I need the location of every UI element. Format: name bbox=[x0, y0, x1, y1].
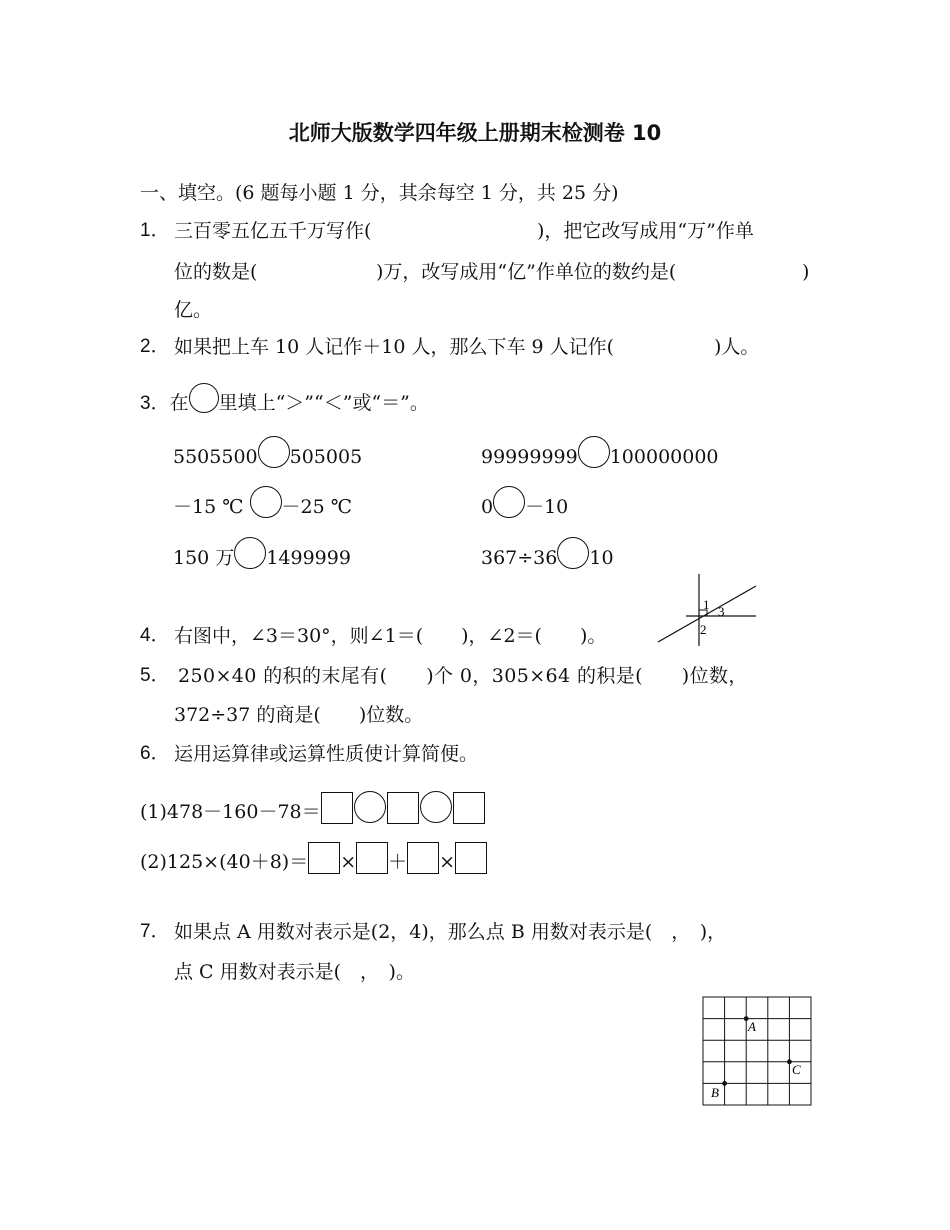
compare-left: 0 bbox=[481, 496, 494, 518]
compare-left: 5505500 bbox=[173, 446, 258, 468]
answer-circle[interactable] bbox=[557, 537, 589, 569]
angle-label-1: 1 bbox=[703, 597, 710, 612]
compare-row bbox=[481, 436, 719, 469]
answer-circle[interactable] bbox=[258, 436, 290, 468]
question-number-4: 4． bbox=[140, 625, 170, 646]
q3-text-a: 在 bbox=[169, 392, 189, 414]
compare-row bbox=[481, 537, 614, 570]
comparison-circle-icon bbox=[189, 383, 219, 413]
operator-symbol: ＋ bbox=[388, 851, 408, 873]
section-heading: 一、填空。(6 题每小题 1 分，其余每空 1 分，共 25 分) bbox=[140, 182, 619, 204]
question-number-7: 7． bbox=[140, 921, 170, 942]
q5-line2: 372÷37 的商是( )位数。 bbox=[174, 704, 424, 726]
answer-box[interactable] bbox=[387, 792, 419, 824]
page-title: 北师大版数学四年级上册期末检测卷 10 bbox=[288, 121, 662, 145]
equation-label: (1)478－160－78＝ bbox=[140, 801, 321, 823]
q1-line2-c: ) bbox=[802, 261, 810, 283]
compare-right: －25 ℃ bbox=[281, 496, 352, 518]
angle-label-3: 3 bbox=[718, 604, 725, 619]
question-number-3: 3． bbox=[140, 393, 170, 414]
answer-circle[interactable] bbox=[234, 537, 266, 569]
compare-right: －10 bbox=[525, 496, 569, 518]
q2-text-a: 如果把上车 10 人记作＋10 人，那么下车 9 人记作( bbox=[174, 336, 615, 358]
q6-text: 运用运算律或运算性质使计算简便。 bbox=[174, 743, 479, 765]
compare-right: 10 bbox=[589, 547, 614, 569]
equation-label: (2)125×(40＋8)＝ bbox=[140, 851, 309, 873]
coordinate-grid bbox=[700, 994, 814, 1108]
q5-line1: 250×40 的积的末尾有( )个 0，305×64 的积是( )位数， bbox=[178, 665, 748, 687]
q1-line2-b: )万，改写成用“亿”作单位的数约是( bbox=[376, 261, 677, 283]
answer-box[interactable] bbox=[308, 842, 340, 874]
question-number-2: 2． bbox=[140, 336, 170, 357]
compare-left: 367÷36 bbox=[481, 547, 558, 569]
point-c-label: C bbox=[792, 1062, 801, 1077]
answer-box[interactable] bbox=[407, 842, 439, 874]
answer-box[interactable] bbox=[321, 792, 353, 824]
q1-line3: 亿。 bbox=[174, 299, 213, 321]
compare-left: 150 万 bbox=[173, 547, 235, 569]
q6-equation-2 bbox=[140, 842, 487, 874]
q1-line2-a: 位的数是( bbox=[174, 261, 258, 283]
compare-row bbox=[481, 486, 568, 519]
q2-text-b: )人。 bbox=[714, 336, 760, 358]
point-b bbox=[722, 1081, 727, 1086]
answer-box[interactable] bbox=[453, 792, 485, 824]
answer-circle[interactable] bbox=[493, 486, 525, 518]
compare-row bbox=[173, 486, 352, 519]
q3-text-b: 里填上“＞”“＜”或“＝”。 bbox=[218, 392, 429, 414]
compare-right: 1499999 bbox=[266, 547, 351, 569]
answer-circle[interactable] bbox=[250, 486, 282, 518]
answer-box[interactable] bbox=[455, 842, 487, 874]
answer-circle[interactable] bbox=[354, 791, 386, 823]
compare-row bbox=[173, 537, 351, 570]
answer-box[interactable] bbox=[356, 842, 388, 874]
point-a-label: A bbox=[748, 1019, 756, 1034]
q4-text: 右图中，∠3＝30°，则∠1＝( )，∠2＝( )。 bbox=[174, 625, 607, 647]
answer-circle[interactable] bbox=[420, 791, 452, 823]
q1-line1-a: 三百零五亿五千万写作( bbox=[174, 220, 372, 242]
angle-label-2: 2 bbox=[700, 622, 707, 637]
q3-instruction bbox=[140, 383, 429, 416]
point-b-label: B bbox=[711, 1085, 719, 1100]
question-number-5: 5． bbox=[140, 665, 170, 686]
q7-line1: 如果点 A 用数对表示是(2，4)，那么点 B 用数对表示是( ， )， bbox=[174, 921, 727, 943]
compare-row bbox=[173, 436, 362, 469]
compare-left: 99999999 bbox=[481, 446, 578, 468]
q6-equation-1 bbox=[140, 791, 485, 824]
q1-line1-b: )，把它改写成用“万”作单 bbox=[537, 220, 754, 242]
question-number-6: 6． bbox=[140, 743, 170, 764]
angle-diagram bbox=[650, 568, 760, 650]
operator-symbol: × bbox=[340, 851, 357, 873]
q7-line2: 点 C 用数对表示是( ， )。 bbox=[174, 961, 415, 983]
question-number-1: 1． bbox=[140, 220, 170, 241]
answer-circle[interactable] bbox=[578, 436, 610, 468]
compare-right: 100000000 bbox=[609, 446, 719, 468]
compare-right: 505005 bbox=[289, 446, 363, 468]
operator-symbol: × bbox=[439, 851, 456, 873]
compare-left: －15 ℃ bbox=[173, 496, 250, 518]
